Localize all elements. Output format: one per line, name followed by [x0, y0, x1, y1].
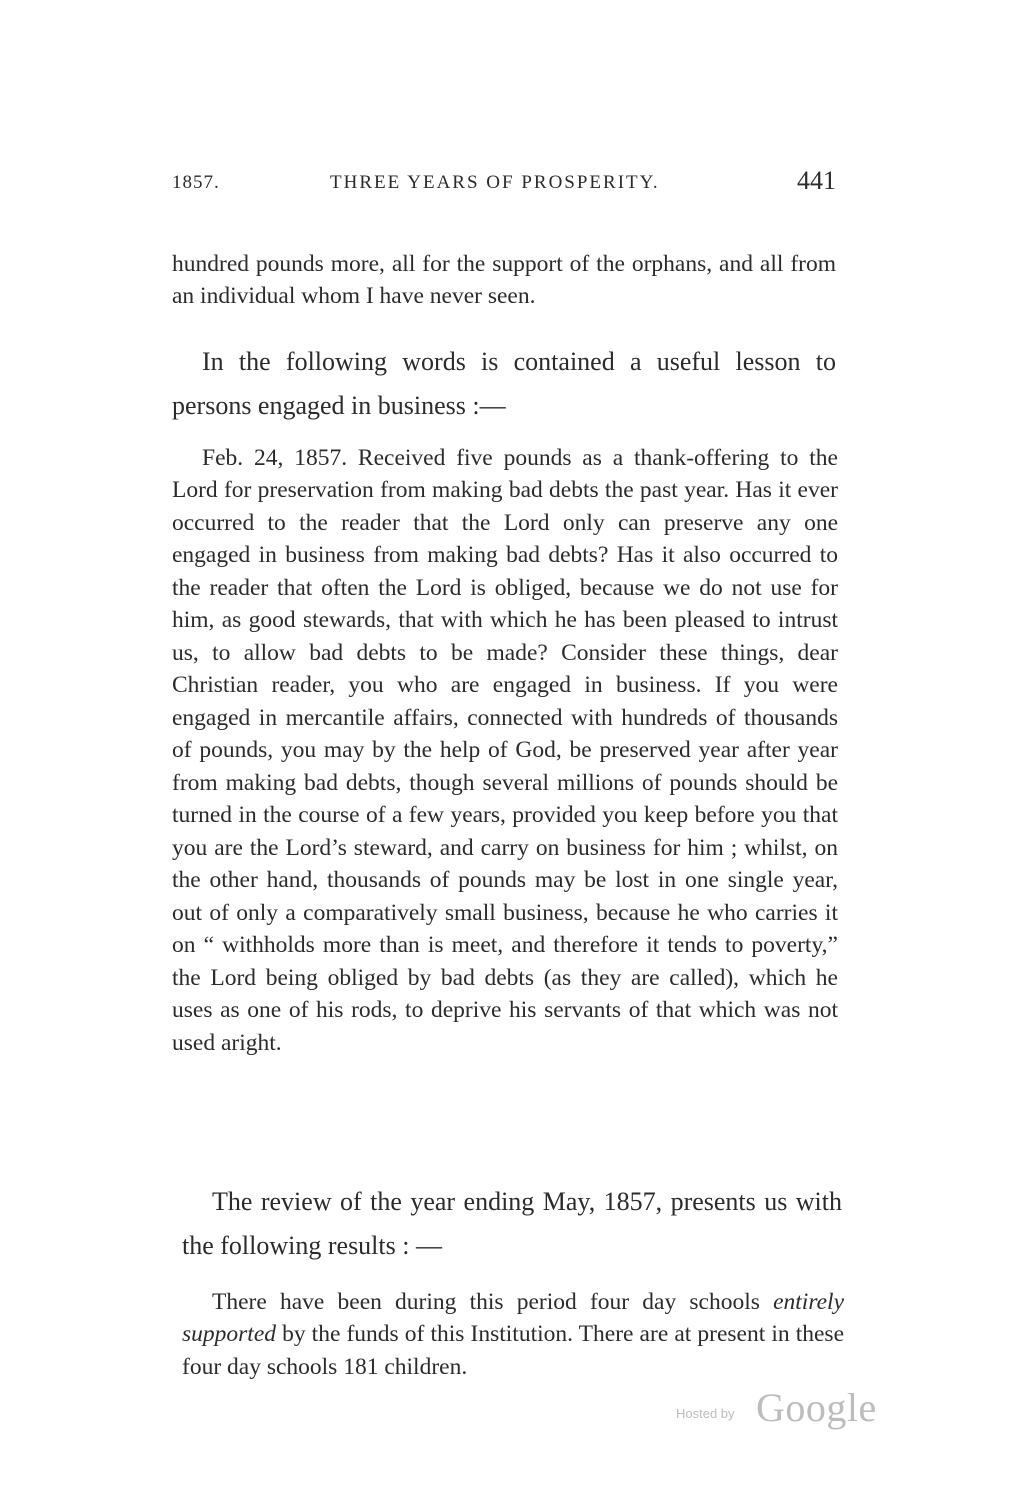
paragraph-review-intro: The review of the year ending May, 1857, presents us with the following results : — [182, 1187, 842, 1260]
hosted-by-label: Hosted by [676, 1406, 735, 1421]
day-schools-text-end: by the funds of this Institution. There are at present in these four day schools 181 children. [182, 1321, 844, 1380]
running-head-year: 1857. [172, 172, 220, 193]
running-head-title: THREE YEARS OF PROSPERITY. [330, 172, 660, 193]
hosted-by-google-watermark [676, 1386, 881, 1432]
paragraph-day-schools [182, 1286, 844, 1384]
google-logo: Google [756, 1385, 877, 1430]
paragraph-lesson-intro: In the following words is contained a useful lesson to persons engaged in business :— [172, 347, 836, 420]
running-head [172, 168, 836, 198]
day-schools-text-start: There have been during this period four day schools [212, 1288, 774, 1315]
paragraph-journal-entry: Feb. 24, 1857. Received five pounds as a thank-offering to the Lord for preservation from making bad debts the past year. Has it ever occurred to the reader that the Lord only can preserve any one engaged in business from making bad debts? Has it also occurred to the reader that often the Lord is obliged, because we do not use for him, as good stewards, that with which he has been pleased to intrust us, to allow bad debts to be made? Consider these things, dear Christian reader, you who are engaged in business. If you were engaged in mercantile affairs, connected with hundreds of thousands of pounds, you may by the help of God, be preserved year after year from making bad debts, though several millions of pounds should be turned in the course of a few years, provided you keep before you that you are the Lord’s steward, and carry on business for him ; whilst, on the other hand, thousands of pounds may be lost in one single year, out of only a comparatively small business, because he who carries it on “ withholds more than is meet, and therefore it tends to poverty,” the Lord being obliged by bad debts (as they are called), which he uses as one of his rods, to deprive his servants of that which was not used aright. [172, 444, 838, 1056]
emphasis-entirely-supported: entirely supported [182, 1288, 844, 1347]
page-number: 441 [797, 166, 836, 195]
paragraph-continuation: hundred pounds more, all for the support of the orphans, and all from an individual whom I have never seen. [172, 250, 836, 309]
